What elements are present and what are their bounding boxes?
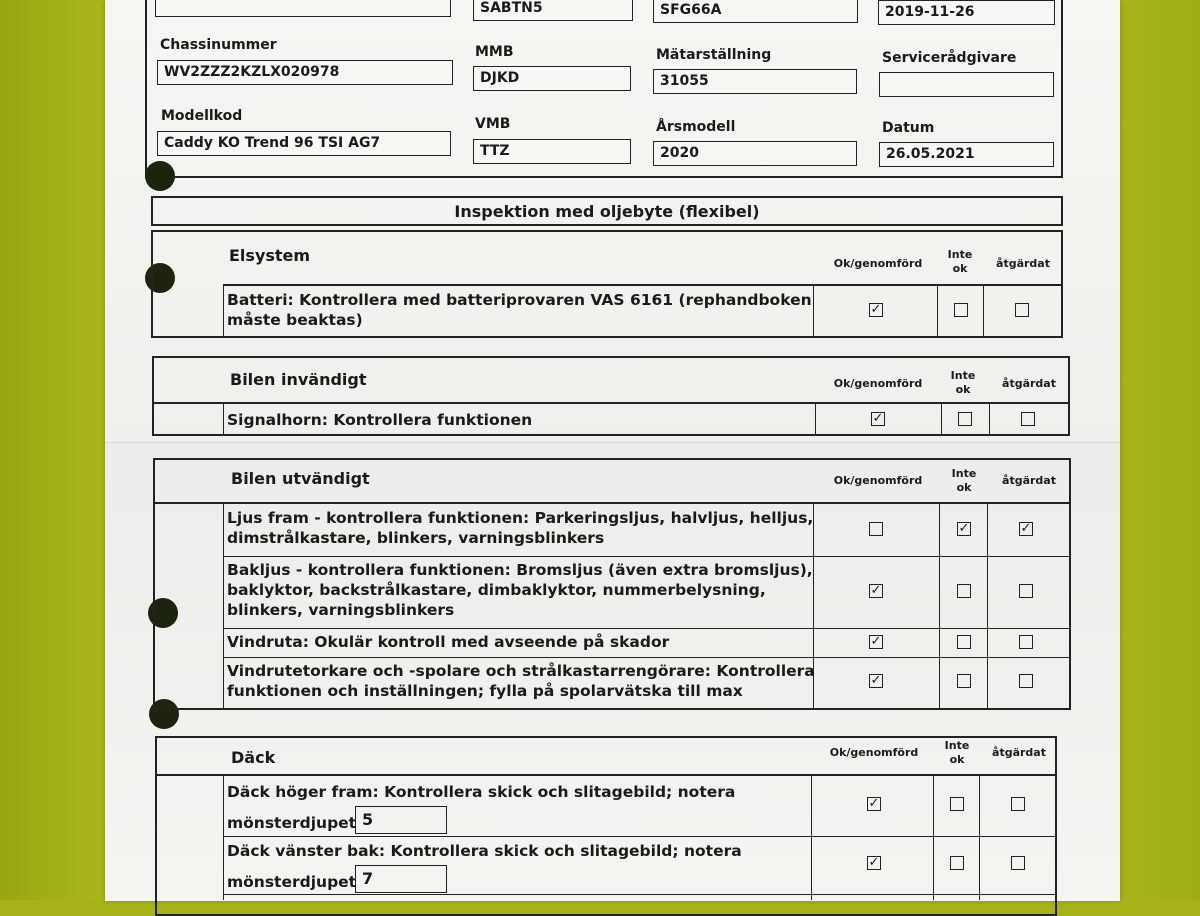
col-ok-header: Ok/genomförd [833,257,923,270]
checkbox-not-ok[interactable]: ✓ [958,521,970,536]
col-fixed-header: åtgärdat [992,746,1046,759]
checkbox-not-ok[interactable] [957,635,971,649]
advisor-label: Servicerådgivare [882,50,1017,66]
row-horn: Signalhorn: Kontrollera funktionen [227,411,533,429]
checkbox-fixed[interactable] [1021,412,1035,426]
col-fixed-header: åtgärdat [1002,474,1056,487]
checkbox-fixed[interactable] [1015,303,1029,317]
col-inte-header: Inte ok [947,248,973,275]
row-battery: Batteri: Kontrollera med batteriprovaren VAS 6161 (rephandboken måste beaktas) [227,291,812,329]
mmb-label: MMB [475,44,514,60]
tread-label: mönsterdjupet [227,814,357,832]
model-year-field: 2020 [653,141,857,166]
section-title-elsystem: Elsystem [229,246,311,265]
checkbox-not-ok[interactable] [950,856,964,870]
checkbox-not-ok[interactable] [957,674,971,688]
mmb-field: DJKD [473,66,631,91]
checkbox-ok[interactable]: ✓ [868,855,880,870]
col-inte-header: Inte ok [951,467,977,494]
top-field-4: 2019-11-26 [878,0,1055,25]
vmb-label: VMB [475,116,511,132]
checkbox-ok[interactable] [869,522,883,536]
checkbox-fixed[interactable] [1019,584,1033,598]
col-inte-header: Inte ok [950,369,976,396]
top-field-1 [155,0,451,17]
tread-depth-front-right[interactable]: 5 [355,806,447,834]
checkbox-ok[interactable]: ✓ [870,302,882,317]
row-windshield: Vindruta: Okulär kontroll med avseende på skador [227,633,670,651]
tread-label: mönsterdjupet [227,873,357,891]
col-fixed-header: åtgärdat [996,257,1050,270]
checkbox-ok[interactable]: ✓ [870,634,882,649]
checkbox-ok[interactable]: ✓ [870,583,882,598]
row-rear-lights: Bakljus - kontrollera funktionen: Bromsljus (även extra bromsljus), baklyktor, backstrålkastare, dimbaklyktor, nummerbelysning, blinkers, varningsblinkers [227,561,813,619]
checkbox-ok[interactable]: ✓ [872,411,884,426]
binder-hole [145,161,175,191]
vmb-field: TTZ [473,139,631,164]
section-title-exterior: Bilen utvändigt [231,469,370,488]
background-left [0,0,110,900]
odometer-label: Mätarställning [656,47,772,63]
checkbox-fixed[interactable]: ✓ [1020,521,1032,536]
checkbox-fixed[interactable] [1019,674,1033,688]
row-front-lights: Ljus fram - kontrollera funktionen: Parkeringsljus, halvljus, helljus, dimstrålkastare, blinkers, varningsblinkers [227,509,814,547]
top-field-2: SABTN5 [473,0,633,21]
chassis-label: Chassinummer [160,37,277,53]
col-fixed-header: åtgärdat [1002,377,1056,390]
checkbox-not-ok[interactable] [958,412,972,426]
date-field: 26.05.2021 [879,142,1054,167]
checkbox-fixed[interactable] [1011,856,1025,870]
top-field-3: SFG66A [653,0,858,23]
checkbox-not-ok[interactable] [950,797,964,811]
col-ok-header: Ok/genomförd [833,377,923,390]
checkbox-not-ok[interactable] [957,584,971,598]
tread-depth-rear-left[interactable]: 7 [355,865,447,893]
chassis-field: WV2ZZZ2KZLX020978 [157,60,453,85]
date-label: Datum [882,120,935,136]
col-ok-header: Ok/genomförd [829,746,919,759]
checkbox-not-ok[interactable] [954,303,968,317]
row-tyre-front-right: Däck höger fram: Kontrollera skick och slitagebild; notera [227,783,736,801]
model-code-label: Modellkod [161,108,243,124]
model-year-label: Årsmodell [656,119,736,135]
col-ok-header: Ok/genomförd [833,474,923,487]
service-form-paper [105,0,1120,900]
model-code-field: Caddy KO Trend 96 TSI AG7 [157,131,451,156]
inspection-title: Inspektion med oljebyte (flexibel) [454,202,760,221]
checkbox-fixed[interactable] [1011,797,1025,811]
section-title-interior: Bilen invändigt [230,370,367,389]
checkbox-ok[interactable]: ✓ [870,673,882,688]
section-title-tyres: Däck [231,748,276,767]
row-tyre-rear-left: Däck vänster bak: Kontrollera skick och slitagebild; notera [227,842,742,860]
advisor-field [879,72,1054,97]
odometer-field: 31055 [653,69,857,94]
col-inte-header: Inte ok [944,739,970,766]
checkbox-fixed[interactable] [1019,635,1033,649]
row-wipers: Vindrutetorkare och -spolare och strålkastarrengörare: Kontrollera funktionen och inställningen; fylla på spolarvätska till max [227,662,815,700]
checkbox-ok[interactable]: ✓ [868,796,880,811]
